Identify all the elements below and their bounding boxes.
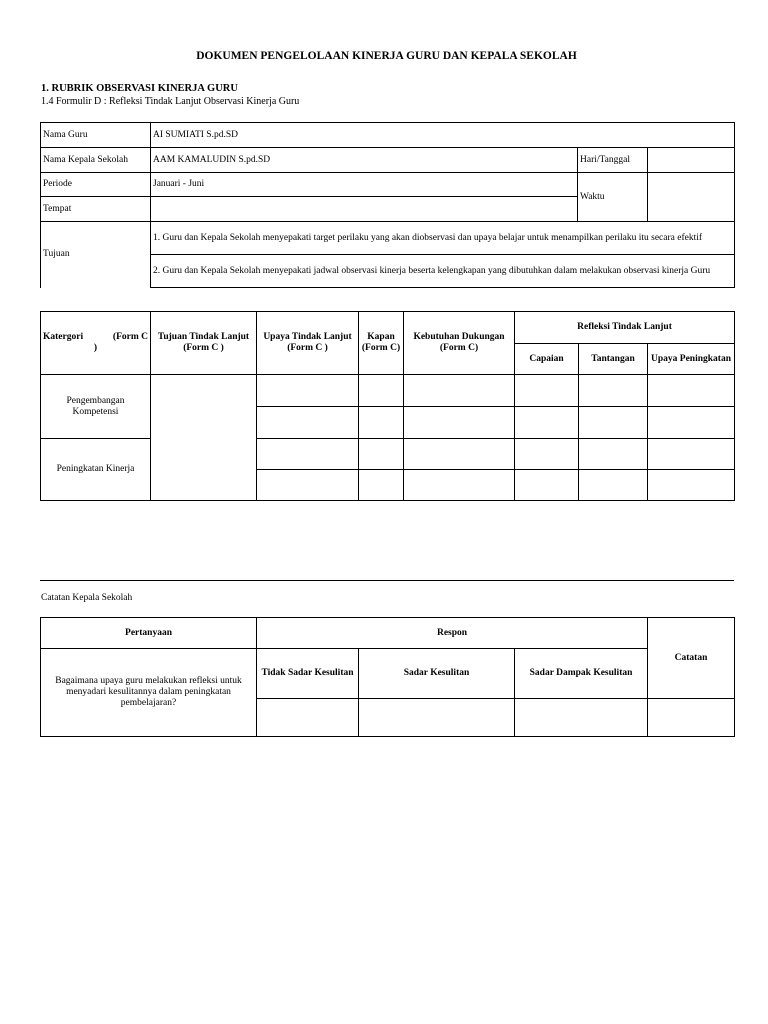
header-tidak-sadar: Tidak Sadar Kesulitan <box>257 649 359 699</box>
category-pengembangan: Pengembangan Kompetensi <box>41 375 151 439</box>
info-table <box>40 122 735 288</box>
table-cell <box>579 439 648 470</box>
header-pertanyaan: Pertanyaan <box>41 618 257 649</box>
table-cell <box>359 470 404 501</box>
document-title: DOKUMEN PENGELOLAAN KINERJA GURU DAN KEPALA SEKOLAH <box>196 50 577 62</box>
table-cell <box>515 375 579 407</box>
tujuan-label: Tujuan <box>41 222 151 288</box>
periode-value: Januari - Juni <box>151 173 578 197</box>
notes-label: Catatan Kepala Sekolah <box>41 593 133 603</box>
table-cell <box>648 699 735 737</box>
table-cell <box>359 407 404 439</box>
table-cell <box>515 470 579 501</box>
periode-label: Periode <box>41 173 151 197</box>
table-cell <box>359 439 404 470</box>
question-cell: Bagaimana upaya guru melakukan refleksi untuk menyadari kesulitannya dalam peningkatan pembelajaran? <box>41 649 257 737</box>
tujuan-item-1: 1. Guru dan Kepala Sekolah menyepakati target perilaku yang akan diobservasi dan upaya belajar untuk menampilkan perilaku itu secara efektif <box>151 222 735 255</box>
notes-table <box>40 617 735 737</box>
tujuan-item-2: 2. Guru dan Kepala Sekolah menyepakati jadwal observasi kinerja beserta kelengkapan yang dibutuhkan dalam melakukan observasi kinerja Guru <box>151 255 735 288</box>
nama-guru-label: Nama Guru <box>41 123 151 148</box>
table-cell <box>515 407 579 439</box>
tujuan-cell <box>151 375 257 501</box>
table-cell <box>648 470 735 501</box>
table-cell <box>515 699 648 737</box>
section-subheading: 1.4 Formulir D : Refleksi Tindak Lanjut Observasi Kinerja Guru <box>41 96 300 107</box>
section-heading: 1. RUBRIK OBSERVASI KINERJA GURU <box>41 83 238 94</box>
header-respon: Respon <box>257 618 648 649</box>
header-tantangan: Tantangan <box>579 344 648 375</box>
table-cell <box>579 407 648 439</box>
table-cell <box>359 699 515 737</box>
table-cell <box>648 375 735 407</box>
waktu-value <box>648 173 735 222</box>
section-divider <box>40 580 734 581</box>
table-cell <box>257 407 359 439</box>
table-cell <box>404 470 515 501</box>
header-kategori: Katergori (Form C ) <box>41 312 151 375</box>
header-tujuan: Tujuan Tindak Lanjut (Form C ) <box>151 312 257 375</box>
table-cell <box>515 439 579 470</box>
header-capaian: Capaian <box>515 344 579 375</box>
nama-kepsek-value: AAM KAMALUDIN S.pd.SD <box>151 148 578 173</box>
table-cell <box>579 375 648 407</box>
header-sadar: Sadar Kesulitan <box>359 649 515 699</box>
hari-tanggal-label: Hari/Tanggal <box>578 148 648 173</box>
header-sadar-dampak: Sadar Dampak Kesulitan <box>515 649 648 699</box>
table-cell <box>579 470 648 501</box>
header-upaya-peningkatan: Upaya Peningkatan <box>648 344 735 375</box>
header-catatan: Catatan <box>648 618 735 699</box>
header-refleksi: Refleksi Tindak Lanjut <box>515 312 735 344</box>
nama-guru-value: AI SUMIATI S.pd.SD <box>151 123 735 148</box>
waktu-label: Waktu <box>578 173 648 222</box>
table-cell <box>257 375 359 407</box>
header-upaya: Upaya Tindak Lanjut (Form C ) <box>257 312 359 375</box>
category-peningkatan: Peningkatan Kinerja <box>41 439 151 501</box>
table-cell <box>257 470 359 501</box>
table-cell <box>404 375 515 407</box>
table-cell <box>404 407 515 439</box>
header-kapan: Kapan (Form C) <box>359 312 404 375</box>
table-cell <box>648 407 735 439</box>
reflection-table <box>40 311 735 501</box>
tempat-value <box>151 197 578 222</box>
hari-tanggal-value <box>648 148 735 173</box>
header-kebutuhan: Kebutuhan Dukungan (Form C) <box>404 312 515 375</box>
table-cell <box>404 439 515 470</box>
tempat-label: Tempat <box>41 197 151 222</box>
nama-kepsek-label: Nama Kepala Sekolah <box>41 148 151 173</box>
table-cell <box>257 699 359 737</box>
table-cell <box>257 439 359 470</box>
table-cell <box>648 439 735 470</box>
table-cell <box>359 375 404 407</box>
